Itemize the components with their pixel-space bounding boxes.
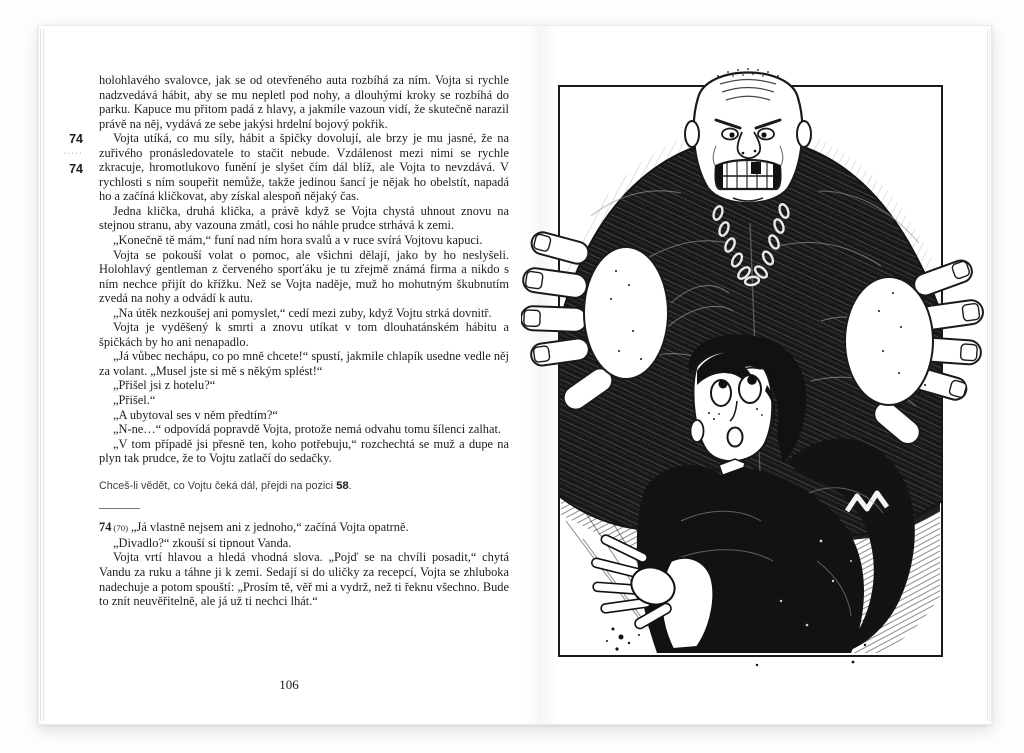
strongman-head [685, 68, 811, 203]
story-paragraph: Vojta je vyděšený k smrti a znovu utíkat v tom dlouhatánském hábitu a špičkách by ho ani nenapadlo. [99, 320, 509, 349]
story-paragraph: „Přišel jsi z hotelu?“ [113, 378, 216, 393]
page-number: 106 [279, 677, 299, 692]
story-paragraph: „Já vůbec nechápu, co po mně chcete!“ spustí, jakmile chlapík usedne vedle něj za volant. „Musel jste si mě s někým splést!“ [99, 349, 509, 378]
gamebook-instruction [99, 479, 509, 494]
story-paragraphs [99, 73, 509, 466]
margin-position-markers [53, 132, 83, 176]
story-paragraph: holohlavého svalovce, jak se od otevřeného auta rozbíhá za ním. Vojta si rychle nadzvedává hábit, aby se mu nepletl pod nohy, a dlouhými kroky se rozbíhá do parku. Kapuce mu přitom padá z hlavy, a jakmile vazoun vidí, že skutečně narazil právě na něj, vydává ze sebe jakýsi hrdelní bojový pokřik. [99, 73, 509, 131]
illustration-strongman-and-boy [521, 41, 991, 681]
margin-marker-dotted-separator: ····· [63, 150, 83, 157]
story-paragraph: „N-ne…“ odpovídá popravdě Vojta, protože nemá odvahu tomu šílenci zalhat. [113, 422, 502, 437]
right-ear [797, 121, 811, 147]
margin-marker-74-bottom: 74 [69, 162, 83, 176]
section-paragraph: Vojta vrtí hlavou a hledá vhodná slova. „Pojď se na chvíli posadit,“ chytá Vandu za ruku a táhne ji k zemi. Sedají si do uličky za recepcí, Vojta se zhluboka nadechuje a potom spouští: „Prosím tě, věř mi a vydrž, než ti řeknu všechno. Bude to znít neuvěřitelně, ale já už ti nechci lhát.“ [99, 550, 509, 609]
story-paragraph: Vojta utíká, co mu síly, hábit a špičky dovolují, ale brzy je mu jasné, že na zuřivého pronásledovatele to stačit nebude. Vzdálenost mezi nimi se rychle zkracuje, hromotlukovo funění je slyšet čím dál blíž, ale Vojta to nevzdává. V rychlosti s ním soupeřit nemůže, takže jedinou šancí je nějak ho obelstít, napadá ho a začíná kličkovat, aby získal alespoň nějaký čas. [99, 131, 509, 204]
section-number: 74 [99, 520, 112, 535]
section-origin-number: (70) [113, 523, 129, 534]
gritted-mouth [716, 160, 781, 189]
instruction-suffix: . [348, 479, 352, 492]
story-paragraph: „A ubytoval ses v něm předtím?“ [113, 407, 278, 422]
margin-marker-74-top: 74 [69, 132, 83, 146]
boy-ear [691, 420, 704, 442]
story-paragraph: Vojta se pokouší volat o pomoc, ale všichni dělají, jako by ho neslyšeli. Holohlavý gentleman z červeného sporťáku je tu zřejmě známá firma a nikdo s ním nechce přijít do křížku. Než se Vojta naděje, muž ho mohutným škubnutím zvedá na nohy a odvádí k autu. [99, 247, 509, 306]
instruction-target-position: 58 [336, 479, 349, 492]
book-spread [38, 25, 992, 725]
left-page-text-column [99, 73, 509, 609]
section-first-paragraph: „Já vlastně nejsem ani z jednoho,“ začíná Vojta opatrně. [131, 520, 409, 535]
left-ear [685, 121, 699, 147]
section-74-start [99, 520, 509, 536]
instruction-text: Chceš-li vědět, co Vojtu čeká dál, přejdi na pozici [99, 479, 334, 492]
section-divider-rule [99, 508, 140, 509]
story-paragraph: „Na útěk nezkoušej ani pomyslet,“ cedí mezi zuby, když Vojtu strká dovnitř. [113, 305, 492, 320]
story-paragraph: „V tom případě jsi přesně ten, koho potřebuju,“ rozchechtá se muž a dupe na plyn tak prudce, že to Vojtu zatlačí do sedačky. [99, 436, 509, 466]
story-paragraph: „Přišel.“ [113, 393, 156, 408]
boy-mouth-open [728, 428, 743, 447]
section-paragraphs [99, 536, 509, 609]
story-paragraph: „Konečně tě mám,“ funí nad ním hora svalů a v ruce svírá Vojtovu kapuci. [113, 233, 483, 248]
story-paragraph: Jedna klička, druhá klička, a právě když se Vojta chystá uhnout znovu na stejnou stranu, aby vazouna zmátl, cosi ho náhle prudce strhává k zemi. [99, 203, 509, 233]
section-paragraph: „Divadlo?“ zkouší si tipnout Vanda. [113, 535, 292, 550]
